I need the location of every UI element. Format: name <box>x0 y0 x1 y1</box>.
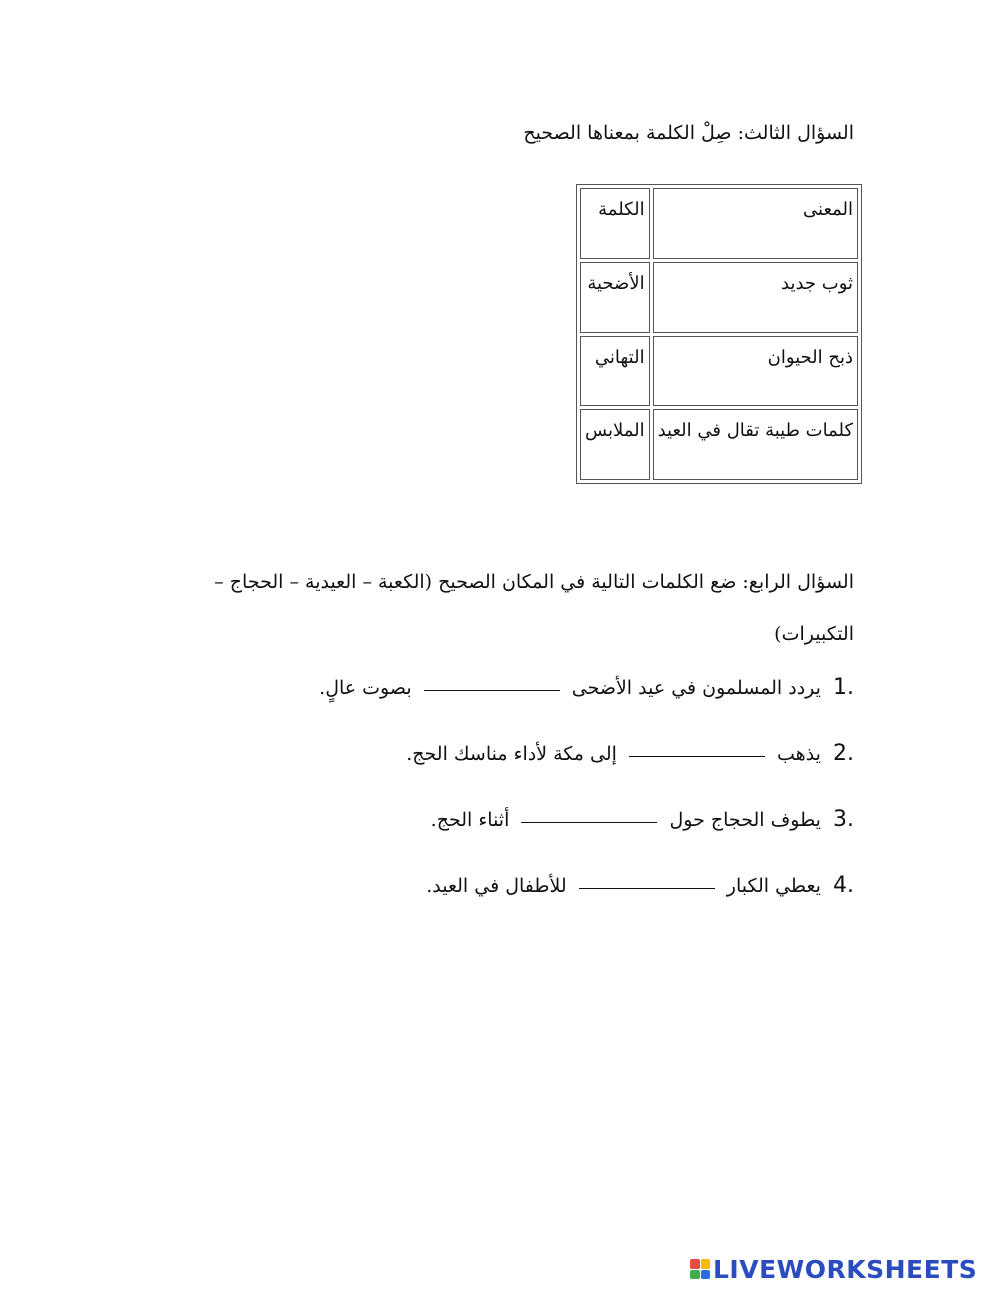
word-cell: الملابس <box>580 409 650 480</box>
word-cell: التهاني <box>580 336 650 407</box>
item-text-before: يردد المسلمون في عيد الأضحى <box>571 677 821 699</box>
liveworksheets-brand[interactable] <box>690 1252 977 1286</box>
item-number: 2. <box>833 741 854 766</box>
item-text-after: بصوت عالٍ. <box>319 677 412 699</box>
question-4-title: السؤال الرابع: ضع الكلمات التالية في المكان الصحيح (الكعبة – العيدية – الحجاج – التكبيرات) <box>214 571 854 645</box>
logo-square <box>701 1270 711 1280</box>
meaning-cell: ذبح الحيوان <box>653 336 858 407</box>
fill-in-list <box>234 666 854 930</box>
list-item <box>234 864 854 930</box>
word-cell: الأضحية <box>580 262 650 333</box>
header-word: الكلمة <box>580 188 650 259</box>
item-number: 4. <box>833 873 854 898</box>
brand-name: LIVEWORKSHEETS <box>713 1254 978 1284</box>
item-text-after: أثناء الحج. <box>430 809 510 831</box>
logo-square <box>701 1259 711 1269</box>
table-row <box>580 336 858 407</box>
meaning-cell: ثوب جديد <box>653 262 858 333</box>
table-header-row <box>580 188 858 259</box>
list-item <box>234 798 854 864</box>
meaning-cell: كلمات طيبة تقال في العيد <box>653 409 858 480</box>
item-text-after: للأطفال في العيد. <box>426 875 567 897</box>
blank-input[interactable] <box>629 754 765 757</box>
item-number: 1. <box>833 675 854 700</box>
header-meaning: المعنى <box>653 188 858 259</box>
question-3-title: السؤال الثالث: صِلْ الكلمة بمعناها الصحيح <box>523 122 854 144</box>
liveworksheets-logo-icon <box>690 1259 710 1279</box>
matching-table <box>576 184 862 484</box>
list-item <box>234 732 854 798</box>
logo-square <box>690 1259 700 1269</box>
table-row <box>580 262 858 333</box>
item-number: 3. <box>833 807 854 832</box>
blank-input[interactable] <box>424 688 560 691</box>
blank-input[interactable] <box>521 820 657 823</box>
logo-square <box>690 1270 700 1280</box>
table-row <box>580 409 858 480</box>
item-text-after: إلى مكة لأداء مناسك الحج. <box>406 743 617 765</box>
item-text-before: يطوف الحجاج حول <box>669 809 821 831</box>
item-text-before: يذهب <box>777 743 821 765</box>
item-text-before: يعطي الكبار <box>726 875 821 897</box>
blank-input[interactable] <box>579 886 715 889</box>
list-item <box>234 666 854 732</box>
